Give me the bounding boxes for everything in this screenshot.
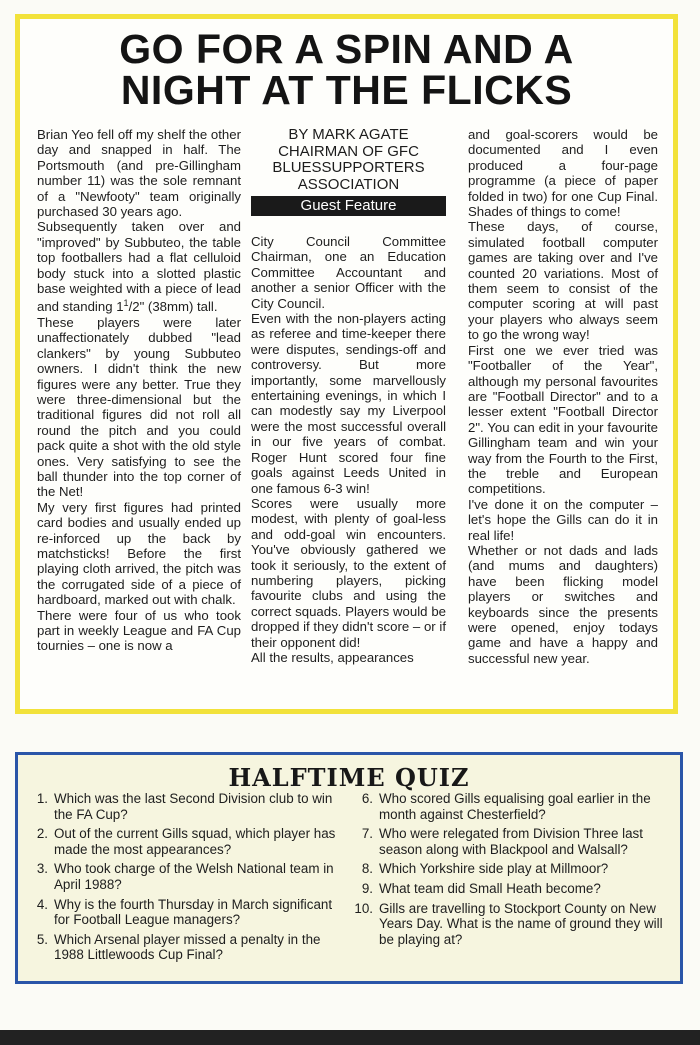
question-number: 2.: [36, 826, 48, 842]
article-paragraph: Brian Yeo fell off my shelf the other day and snapped in half. The Portsmouth (and pre-Gillingham number 11) was the sole remnant of a "Newfooty" team originally purchased 30 years ago.: [37, 127, 241, 220]
halftime-quiz-panel: [15, 752, 683, 984]
article-paragraph: and goal-scorers would be documented and I even produced a four-page programme (a piece of paper folded in two) for one Cup Final. Shades of things to come!: [468, 127, 658, 220]
height-rest: " (38mm) tall.: [139, 299, 218, 315]
quiz-column-left: [26, 791, 344, 967]
question-text: Which Yorkshire side play at Millmoor?: [379, 861, 609, 877]
byline: [251, 127, 446, 193]
quiz-question: [351, 861, 673, 877]
quiz-column-right: [351, 791, 673, 951]
article-paragraph: My very first figures had printed card bodies and usually ended up re-inforced up the back by matchsticks! Before the first playing cloth arrived, the pitch was the corrugated side of a piece of hardboard, marked out with chalk.: [37, 499, 241, 608]
byline-line: BY MARK AGATE: [288, 126, 409, 143]
question-number: 3.: [36, 861, 48, 877]
height-fraction-numerator: 1: [123, 298, 129, 309]
quiz-question: [26, 861, 344, 892]
article-column-right: [468, 127, 658, 666]
question-number: 9.: [361, 880, 373, 896]
question-number: 10.: [354, 900, 373, 916]
quiz-question: [351, 826, 673, 857]
article-paragraph: There were four of us who took part in weekly League and FA Cup tournies – one is now a: [37, 607, 241, 654]
question-text: Who scored Gills equalising goal earlier in the month against Chesterfield?: [379, 791, 651, 822]
question-number: 6.: [361, 791, 373, 806]
question-text: Who took charge of the Welsh National team in April 1988?: [54, 861, 334, 892]
article-column-left: [37, 127, 241, 654]
question-text: Gills are travelling to Stockport County on New Years Day. What is the name of ground they will be playing at?: [379, 900, 663, 947]
quiz-title: HALFTIME QUIZ: [228, 763, 470, 792]
question-number: 4.: [36, 896, 48, 912]
guest-feature-label: Guest Feature: [251, 196, 446, 216]
quiz-question: [26, 791, 344, 822]
article-paragraph: Subsequently taken over and "improved" by Subbuteo, the table top footballers had a flat celluloid body stuck into a slotted plastic base weighted with a piece of lead and standing $1^1/2$" (38mm) tall.: [37, 219, 241, 315]
article-paragraph: City Council Committee Chairman, one an Education Committee Accountant and another a senior Officer with the City Council.: [251, 234, 446, 311]
article-headline: [20, 26, 673, 113]
article-column-middle: [251, 127, 446, 665]
height-fraction-denominator: 2: [132, 299, 140, 315]
byline-line: ASSOCIATION: [297, 175, 400, 193]
quiz-question: [351, 901, 673, 948]
question-text: Which Arsenal player missed a penalty in the 1988 Littlewoods Cup Final?: [54, 931, 321, 963]
article-paragraph: First one we ever tried was "Footballer of the Year", although my personal favourites are "Football Director" and to a lesser extent "Football Director 2". You can edit in your favourite Gillingham team and win your way from the Fourth to the First, the treble and European competitions.: [468, 342, 658, 497]
quiz-question: [26, 897, 344, 928]
question-text: Why is the fourth Thursday in March significant for Football League managers?: [54, 896, 333, 928]
headline-line-2: NIGHT AT THE FLICKS: [120, 67, 573, 113]
article-paragraph: These days, of course, simulated football computer games are taking over and I've counted 20 variations. Most of them seem to consist of the computer scoring at will past your players who always seem to go the wrong way!: [468, 219, 658, 343]
question-number: 5.: [36, 931, 48, 947]
quiz-question: [351, 881, 673, 897]
question-text: Out of the current Gills squad, which player has made the most appearances?: [54, 826, 336, 857]
question-text: Who were relegated from Division Three last season along with Blackpool and Walsall?: [379, 826, 643, 857]
question-text: What team did Small Heath become?: [379, 880, 601, 896]
quiz-question: [351, 791, 673, 822]
question-number: 1.: [36, 791, 48, 806]
quiz-question: [26, 826, 344, 857]
page-bottom-edge: [0, 1030, 700, 1045]
article-paragraph: Whether or not dads and lads (and mums and daughters) have been flicking model players or switches and keyboards since the presents were opened, enjoy todays game and have a happy and successful new year.: [468, 542, 658, 666]
article-paragraph: All the results, appearances: [251, 649, 414, 665]
headline-line-1: GO FOR A SPIN AND A: [119, 26, 574, 72]
height-whole: 1: [116, 299, 124, 315]
question-number: 7.: [361, 826, 373, 842]
byline-line: CHAIRMAN OF GFC: [278, 142, 419, 160]
article-paragraph: Even with the non-players acting as referee and time-keeper there were disputes, sendings-off and controversy. But more importantly, some marvellously entertaining evenings, in which I can modestly say my Liverpool were the most successful overall in our five years of combat. Roger Hunt scored four fine goals against Leeds United in one famous 6-3 win!: [251, 311, 446, 496]
paragraph-text: Subsequently taken over and "improved" by Subbuteo, the table top footballers had a flat celluloid body stuck into a slotted plastic base weighted with a piece of lead and standing: [37, 219, 241, 315]
article-paragraph: Scores were usually more modest, with plenty of goal-less and odd-goal win encounters. You've obviously gathered we took it seriously, to the extent of numbering players, picking favourite clubs and using the correct squads. Players would be dropped if they didn't score – or if their opponent did!: [251, 495, 446, 650]
quiz-question: [26, 932, 344, 963]
article-paragraph: I've done it on the computer – let's hope the Gills can do it in real life!: [468, 496, 658, 543]
article-paragraph: These players were later unaffectionately dubbed "lead clankers" by young Subbuteo owners. I didn't think the new figures were any better. True they were three-dimensional but the traditional figures did not roll all round the pitch and you could pack quite a shot with the old style ones. Very satisfying to see the ball thunder into the top corner of the Net!: [37, 314, 241, 500]
question-number: 8.: [361, 861, 373, 877]
byline-line: BLUESSUPPORTERS: [272, 159, 425, 176]
article-panel: [15, 14, 678, 714]
question-text: Which was the last Second Division club to win the FA Cup?: [54, 791, 333, 822]
